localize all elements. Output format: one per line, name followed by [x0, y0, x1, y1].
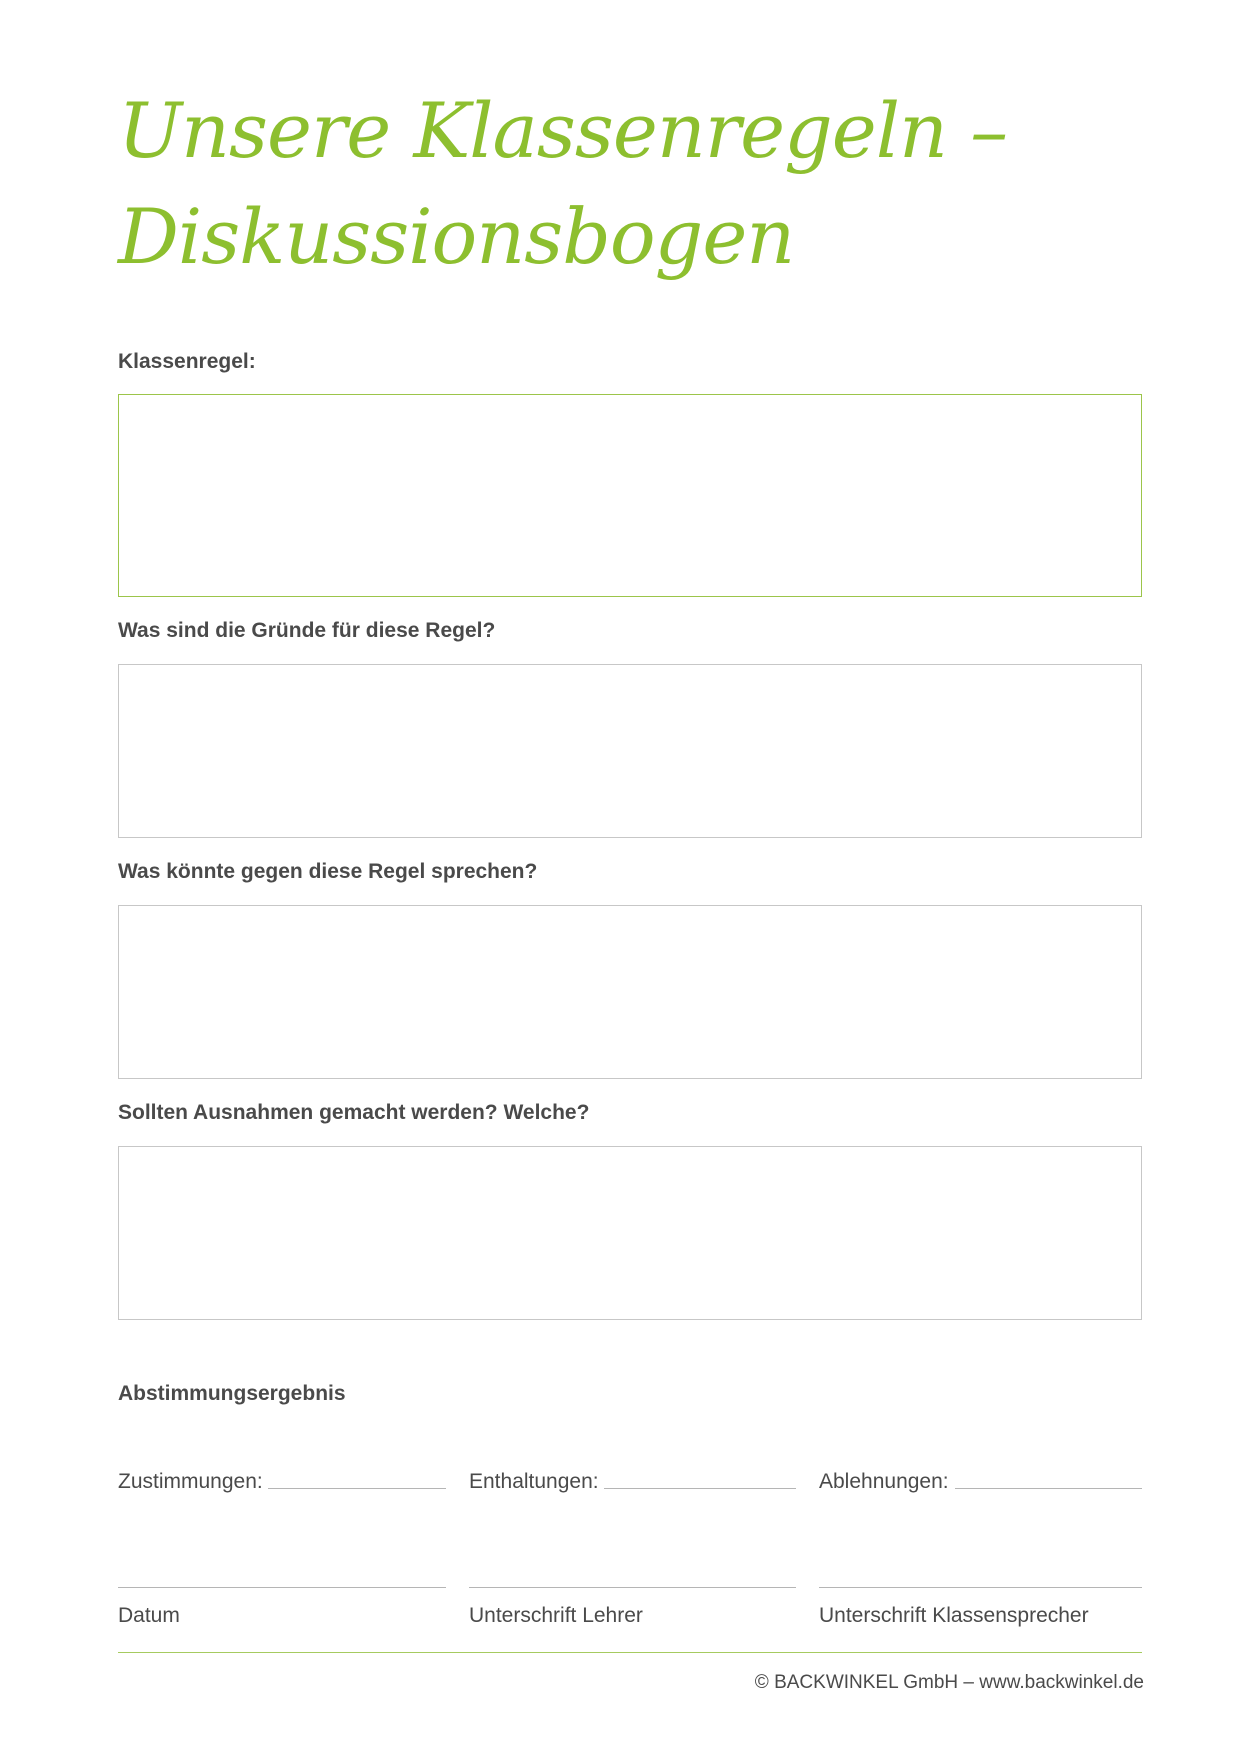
- section-label-exceptions: Sollten Ausnahmen gemacht werden? Welche?: [118, 1101, 590, 1124]
- page-title: [118, 78, 1007, 290]
- section-label-reasons: Was sind die Gründe für diese Regel?: [118, 619, 496, 642]
- section-label-counterarguments: Was könnte gegen diese Regel sprechen?: [118, 860, 538, 883]
- exceptions-box[interactable]: [118, 1146, 1142, 1320]
- vote-heading: Abstimmungsergebnis: [118, 1382, 346, 1405]
- page-title-line-2: Diskussionsbogen: [118, 192, 795, 281]
- class-rule-box[interactable]: [118, 394, 1142, 597]
- abstentions-line[interactable]: [604, 1488, 796, 1489]
- abstentions-label: Enthaltungen:: [469, 1470, 599, 1493]
- teacher-signature-label: Unterschrift Lehrer: [469, 1604, 643, 1627]
- teacher-signature-line[interactable]: [469, 1587, 796, 1588]
- class-rep-signature-line[interactable]: [819, 1587, 1142, 1588]
- page-title-line-1: Unsere Klassenregeln –: [118, 86, 1008, 175]
- section-label-class-rule: Klassenregel:: [118, 350, 256, 373]
- rejections-line[interactable]: [955, 1488, 1142, 1489]
- approvals-line[interactable]: [268, 1488, 446, 1489]
- reasons-box[interactable]: [118, 664, 1142, 838]
- footer-copyright: © BACKWINKEL GmbH – www.backwinkel.de: [754, 1672, 1144, 1693]
- date-line[interactable]: [118, 1587, 446, 1588]
- rejections-label: Ablehnungen:: [819, 1470, 949, 1493]
- approvals-label: Zustimmungen:: [118, 1470, 263, 1493]
- footer-divider: [118, 1652, 1142, 1653]
- class-rep-signature-label: Unterschrift Klassensprecher: [819, 1604, 1089, 1627]
- counterarguments-box[interactable]: [118, 905, 1142, 1079]
- date-label: Datum: [118, 1604, 180, 1627]
